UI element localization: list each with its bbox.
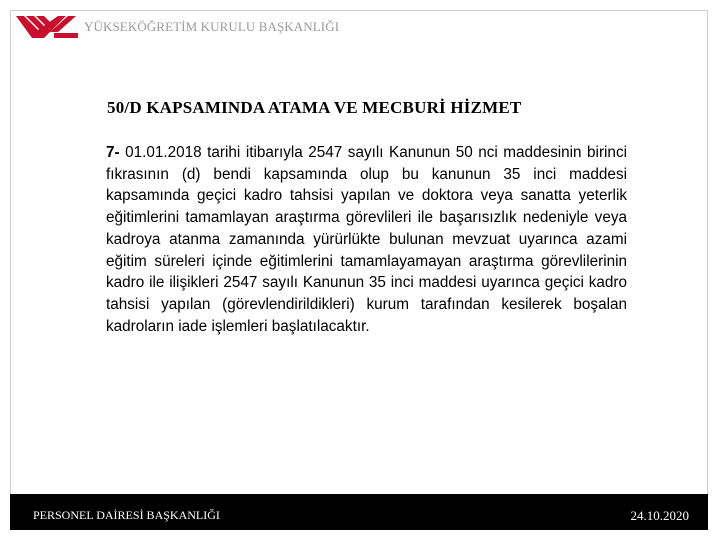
slide-title: 50/D KAPSAMINDA ATAMA VE MECBURİ HİZMET (107, 98, 522, 117)
paragraph (106, 142, 627, 337)
yok-logo (14, 12, 80, 42)
organization-name: YÜKSEKÖĞRETİM KURULU BAŞKANLIĞI (84, 19, 340, 34)
paragraph-number: 7- (106, 144, 120, 161)
paragraph-text: 01.01.2018 tarihi itibarıyla 2547 sayılı Kanunun 50 nci maddesinin birinci fıkrasının (d) bendi kapsamında olup bu kanunun 35 inci maddesi kapsamında geçici kadro tahsisi yapılan ve doktora veya sanatta yeterlik eğitimlerini tamamlayan araştırma görevlileri ile başarısızlık nedeniyle veya kadroya atanma zamanında yürürlükte bulunan mevzuat uyarınca azami eğitim süreleri içinde eğitimlerini tamamlayamayan araştırma görevlilerinin kadro ile ilişikleri 2547 sayılı Kanunun 35 inci maddesi uyarınca geçici kadro tahsisi yapılan (görevlendirildikleri) kurum tarafından kesilerek boşalan kadroların iade işlemleri başlatılacaktır. (106, 144, 627, 335)
footer-department: PERSONEL DAİRESİ BAŞKANLIĞI (33, 508, 220, 522)
footer-date: 24.10.2020 (630, 508, 689, 523)
